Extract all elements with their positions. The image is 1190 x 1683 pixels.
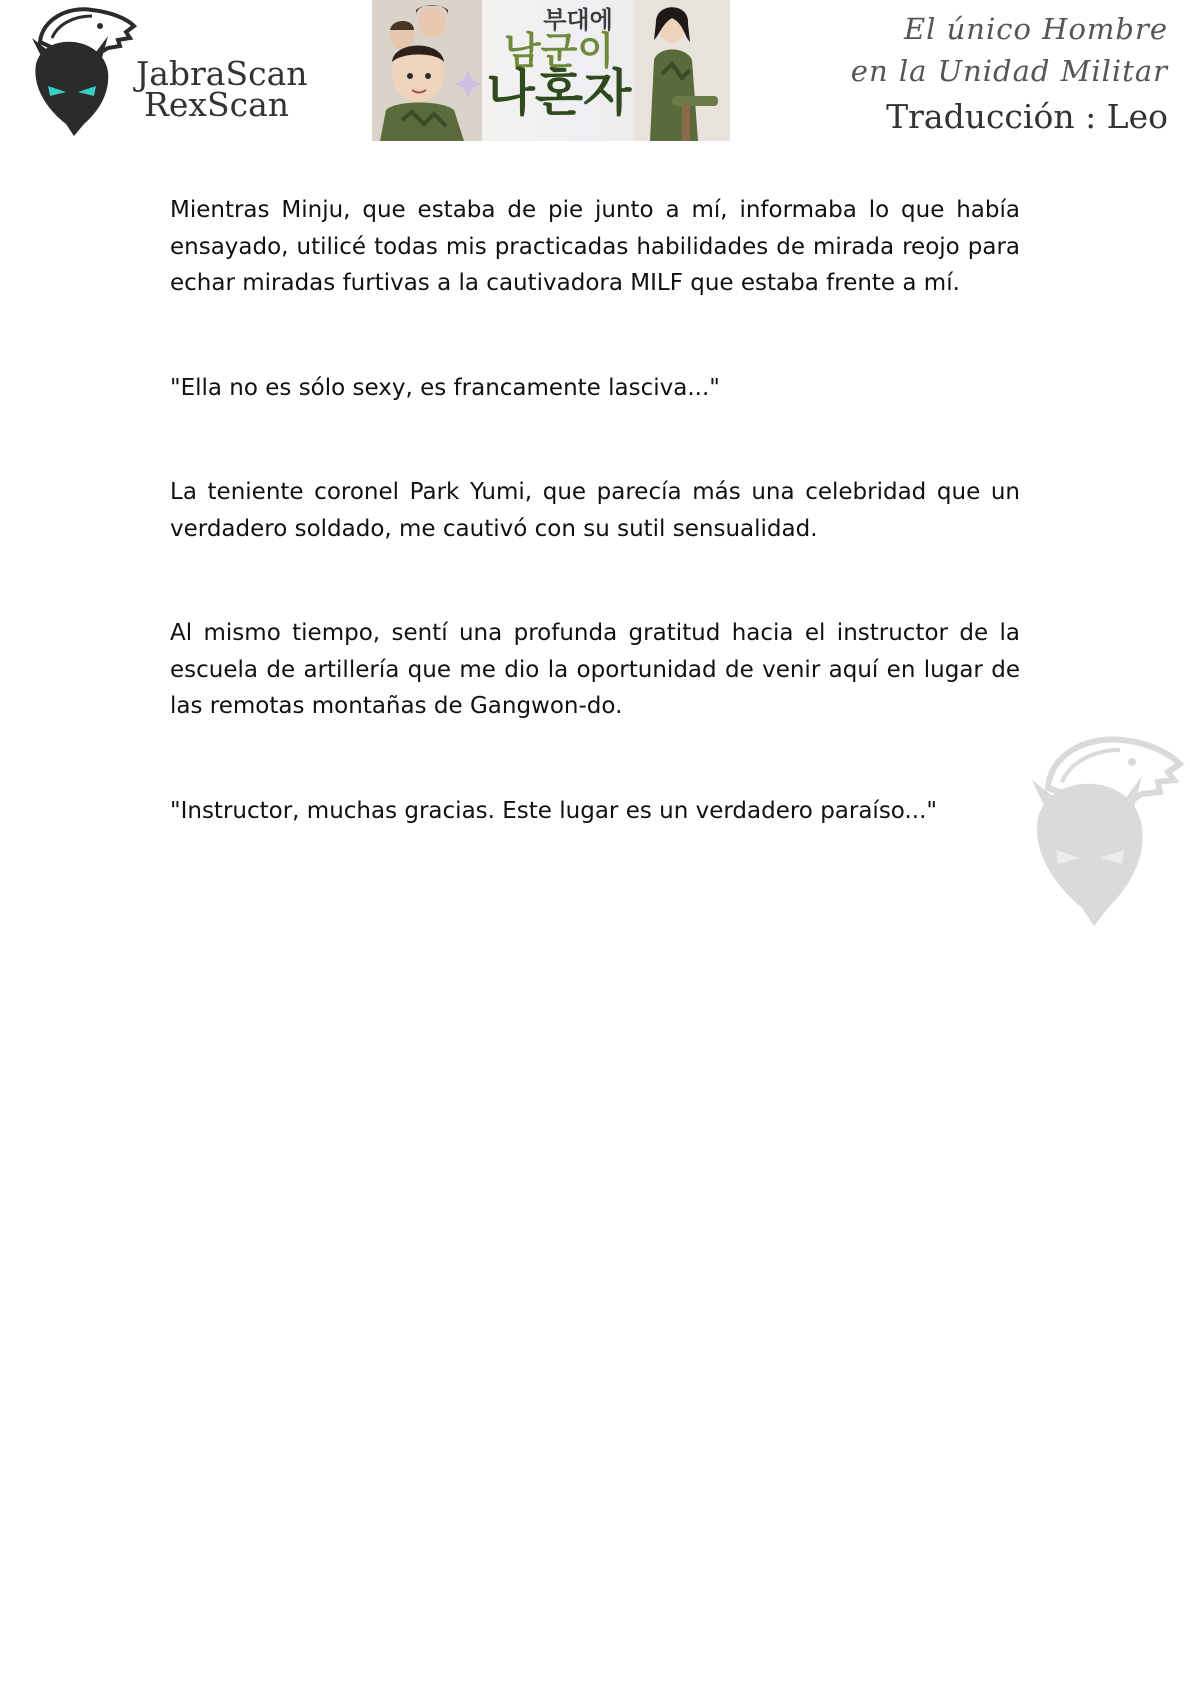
series-cover-banner xyxy=(372,0,730,141)
cover-title-line-2: 남군이 xyxy=(503,29,615,73)
paragraph: La teniente coronel Park Yumi, que parecía más una celebridad que un verdadero soldado, me cautivó con su sutil sensualidad. xyxy=(170,479,1020,542)
dinosaur-skull-watermark-icon xyxy=(1018,722,1190,942)
logo-line-1: JabraScan xyxy=(136,54,308,93)
document-body xyxy=(170,192,1020,897)
scan-group-logo-text xyxy=(136,54,308,124)
cover-title-line-1: 부대에 xyxy=(543,6,613,34)
cover-korean-title xyxy=(484,6,634,122)
page-header xyxy=(0,0,1190,150)
paragraph: "Ella no es sólo sexy, es francamente lasciva..." xyxy=(170,374,720,401)
paragraph: Al mismo tiempo, sentí una profunda gratitud hacia el instructor de la escuela de artillería que me dio la oportunidad de venir aquí en lugar de las remotas montañas de Gangwon-do. xyxy=(170,620,1020,719)
series-title-line-1: El único Hombre xyxy=(903,12,1168,46)
series-title-line-2: en la Unidad Militar xyxy=(850,54,1168,88)
paragraph: "Instructor, muchas gracias. Este lugar es un verdadero paraíso..." xyxy=(170,797,937,824)
cover-title-line-3: 나혼자 xyxy=(486,64,632,122)
series-title-block xyxy=(851,8,1168,142)
dinosaur-skull-logo-icon xyxy=(22,2,142,142)
logo-line-2: RexScan xyxy=(144,85,290,124)
paragraph: Mientras Minju, que estaba de pie junto a mí, informaba lo que había ensayado, utilicé todas mis practicadas habilidades de mirada reojo para echar miradas furtivas a la cautivadora MILF que estaba frente a mí. xyxy=(170,197,1020,296)
translator-credit: Traducción : Leo xyxy=(886,97,1168,136)
